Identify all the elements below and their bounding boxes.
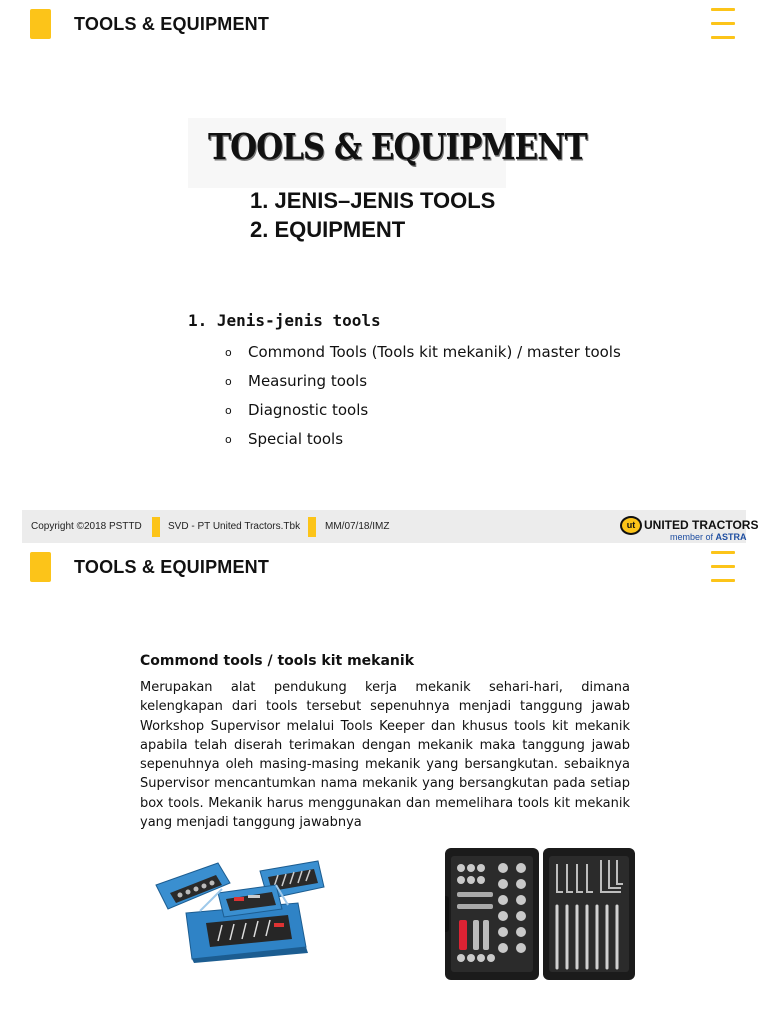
bullet-text: Commond Tools (Tools kit mekanik) / master tools — [248, 343, 621, 361]
toolbox-image — [148, 843, 328, 963]
footer-company: SVD - PT United Tractors.Tbk — [168, 521, 301, 532]
footer-divider — [308, 517, 316, 537]
tool-case-drawing — [445, 848, 635, 980]
slide-footer — [22, 510, 759, 543]
bullet-text: Diagnostic tools — [248, 401, 369, 419]
bullet-marker: o — [225, 404, 232, 417]
slide-2 — [0, 543, 768, 1024]
tool-case-image — [445, 846, 635, 983]
logo-member: member of ASTRA — [670, 532, 747, 542]
bullet-marker: o — [225, 433, 232, 446]
bullet-item — [225, 372, 367, 390]
toolbox-drawing — [156, 861, 324, 963]
footer-code: MM/07/18/IMZ — [325, 521, 390, 532]
bullet-item — [225, 343, 621, 361]
bullet-item — [225, 430, 343, 448]
united-tractors-logo-icon: ut — [620, 516, 642, 535]
footer-copyright: Copyright ©2018 PSTTD — [31, 521, 142, 532]
sub-heading: Commond tools / tools kit mekanik — [140, 653, 414, 669]
section-heading: 1. Jenis-jenis tools — [188, 311, 381, 330]
bullet-item — [225, 401, 368, 419]
header-accent-bar — [30, 9, 51, 39]
header-title: TOOLS & EQUIPMENT — [74, 14, 270, 34]
description-paragraph: Merupakan alat pendukung kerja mekanik sehari-hari, dimana kelengkapan dari tools tersebut sepenuhnya menjadi tanggung jawab Workshop Supervisor melalui Tools Keeper dan khusus tools kit mekanik apabila telah diserah terimakan dengan mekanik maka tanggung jawab sepenuhnya oleh masing-masing mekanik yang bersangkutan. sebaiknya Supervisor mencantumkan nama mekanik yang bersangkutan pada setiap box tools. Mekanik harus menggunakan dan memelihara tools kit mekanik yang menjadi tanggung jawabnya — [140, 680, 630, 831]
footer-divider — [152, 517, 160, 537]
header-accent-bar — [30, 552, 51, 582]
bullet-text: Measuring tools — [248, 372, 368, 390]
big-title: TOOLS & EQUIPMENT — [208, 127, 587, 169]
menu-icon[interactable] — [711, 551, 735, 583]
bullet-marker: o — [225, 346, 232, 359]
bullet-marker: o — [225, 375, 232, 388]
menu-icon[interactable] — [711, 8, 735, 40]
bullet-text: Special tools — [248, 430, 344, 448]
logo-name: UNITED TRACTORS — [644, 518, 759, 532]
toc-item-2: 2. EQUIPMENT — [250, 217, 406, 242]
header-title: TOOLS & EQUIPMENT — [74, 557, 270, 577]
toc-item-1: 1. JENIS–JENIS TOOLS — [250, 188, 496, 213]
